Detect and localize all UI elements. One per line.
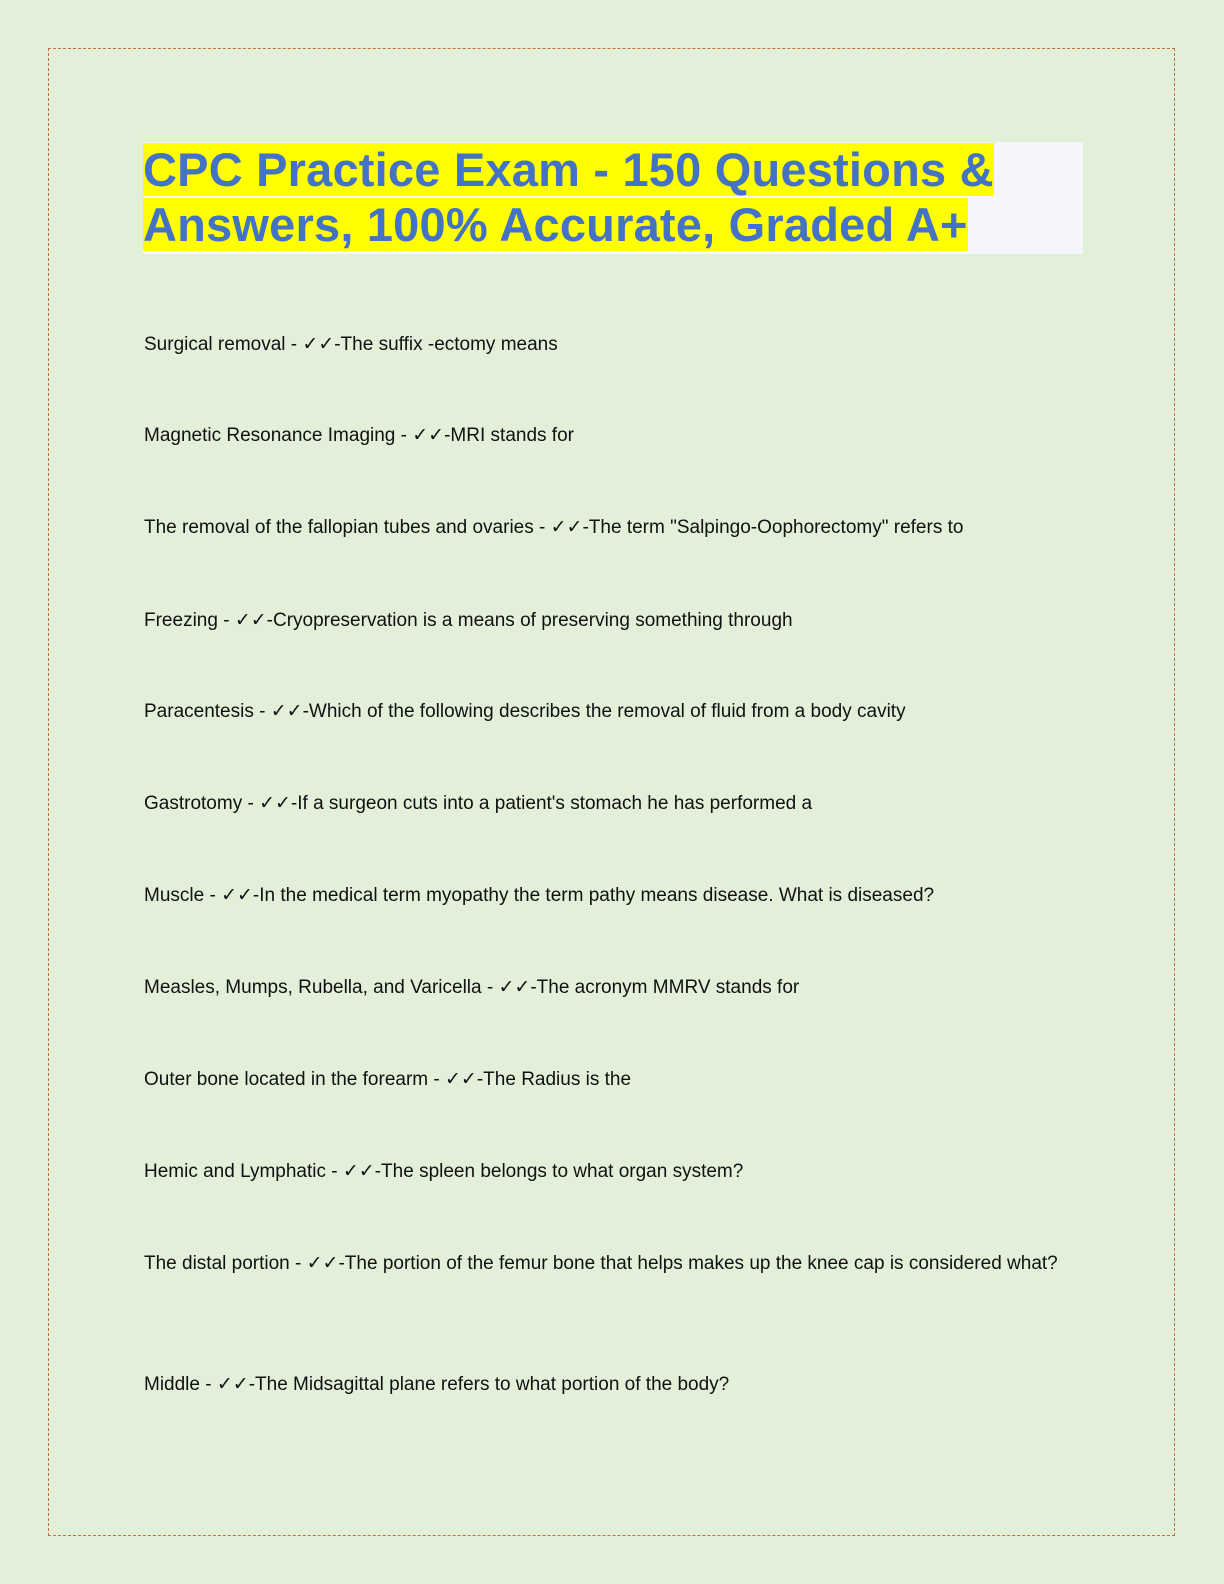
answer-text: Magnetic Resonance Imaging - xyxy=(144,425,413,446)
qa-item xyxy=(144,789,1079,818)
check-mark-icon: ✓✓ xyxy=(221,884,253,906)
title-line-1: CPC Practice Exam - 150 Questions & xyxy=(143,143,994,196)
answer-text: Gastrotomy - xyxy=(144,793,260,814)
answer-text: Paracentesis - xyxy=(144,701,271,722)
qa-item xyxy=(144,1065,1079,1094)
check-mark-icon: ✓✓ xyxy=(270,700,303,722)
question-text: -The acronym MMRV stands for xyxy=(530,977,800,998)
question-text: -The Radius is the xyxy=(476,1069,632,1090)
qa-item xyxy=(144,973,1079,1002)
answer-text: Freezing - xyxy=(144,610,235,631)
answer-text: Hemic and Lymphatic - xyxy=(144,1161,343,1182)
check-mark-icon: ✓✓ xyxy=(550,516,583,538)
check-mark-icon: ✓✓ xyxy=(302,333,335,355)
check-mark-icon: ✓✓ xyxy=(412,424,445,446)
qa-item xyxy=(144,1370,1079,1399)
qa-item xyxy=(144,513,1079,542)
qa-item xyxy=(144,606,1079,635)
question-text: -The suffix -ectomy means xyxy=(334,334,558,355)
question-text: -If a surgeon cuts into a patient's stomach he has performed a xyxy=(290,793,813,814)
qa-item xyxy=(144,1157,1079,1186)
question-text: -MRI stands for xyxy=(444,425,574,446)
question-text: -Cryopreservation is a means of preserving something through xyxy=(266,610,793,631)
check-mark-icon: ✓✓ xyxy=(306,1252,339,1274)
qa-item xyxy=(144,1249,1079,1278)
answer-text: The removal of the fallopian tubes and ovaries - xyxy=(144,517,551,538)
answer-text: Measles, Mumps, Rubella, and Varicella - xyxy=(144,977,499,998)
title-block xyxy=(143,142,1083,254)
check-mark-icon: ✓✓ xyxy=(234,609,267,631)
answer-text: The distal portion - xyxy=(144,1253,307,1274)
question-text: -The Midsagittal plane refers to what portion of the body? xyxy=(248,1374,730,1395)
qa-item xyxy=(144,330,1079,359)
qa-item xyxy=(144,697,1079,726)
check-mark-icon: ✓✓ xyxy=(259,792,291,814)
question-text: -Which of the following describes the removal of fluid from a body cavity xyxy=(302,701,906,722)
answer-text: Outer bone located in the forearm - xyxy=(144,1069,445,1090)
check-mark-icon: ✓✓ xyxy=(445,1068,477,1090)
check-mark-icon: ✓✓ xyxy=(342,1160,375,1182)
qa-item xyxy=(144,421,1079,450)
question-text: -The portion of the femur bone that helps makes up the knee cap is considered what? xyxy=(338,1253,1058,1274)
qa-item xyxy=(144,881,1079,910)
check-mark-icon: ✓✓ xyxy=(216,1373,249,1395)
question-text: -The term "Salpingo-Oophorectomy" refers to xyxy=(582,517,964,538)
page-title xyxy=(143,142,1083,252)
answer-text: Muscle - xyxy=(144,885,222,906)
answer-text: Surgical removal - xyxy=(144,334,303,355)
title-line-2: Answers, 100% Accurate, Graded A+ xyxy=(143,198,968,251)
check-mark-icon: ✓✓ xyxy=(498,976,531,998)
question-text: -In the medical term myopathy the term pathy means disease. What is diseased? xyxy=(252,885,935,906)
answer-text: Middle - xyxy=(144,1374,217,1395)
question-text: -The spleen belongs to what organ system? xyxy=(374,1161,744,1182)
